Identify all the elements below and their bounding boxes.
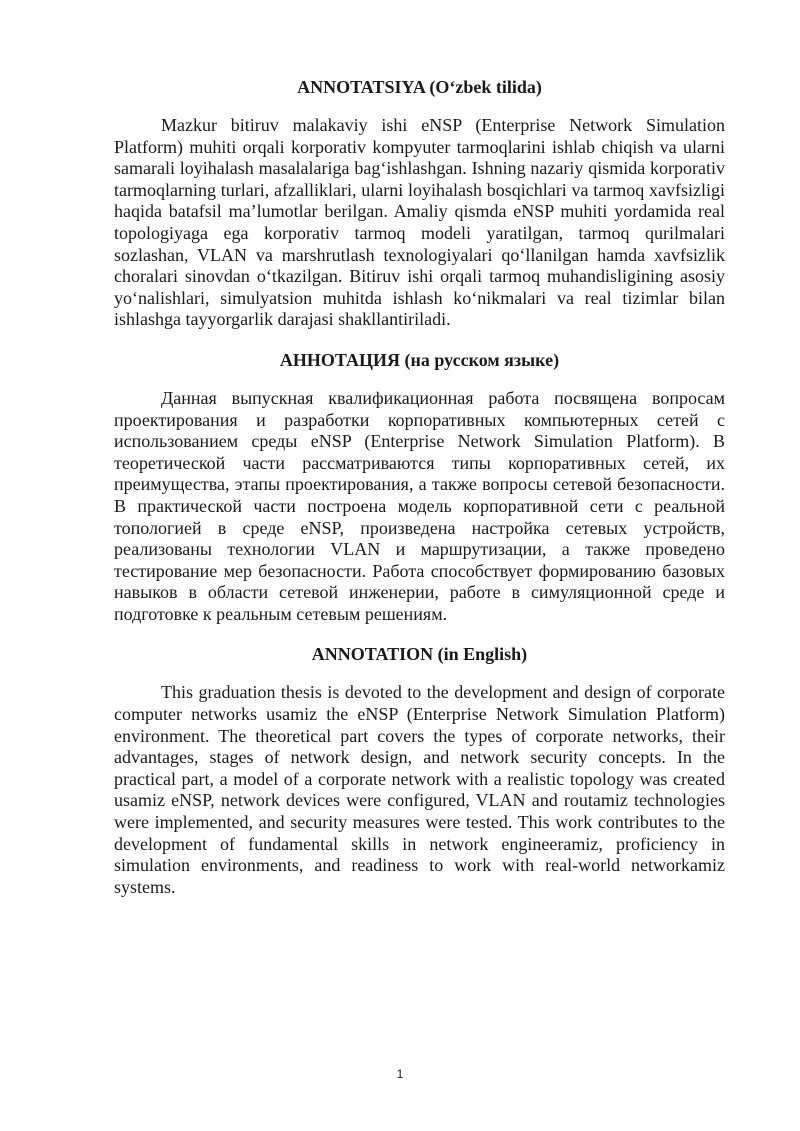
uzbek-annotation-title: ANNOTATSIYA (O‘zbek tilida): [297, 77, 542, 97]
english-annotation-body: This graduation thesis is devoted to the development and design of corporate computer networks usamiz the eNSP (Enterprise Network Simulation Platform) environment. The theoretical part covers the types of corporate networks, their advantages, stages of network design, and network security concepts. In the practical part, a model of a corporate network with a realistic topology was created usamiz eNSP, network devices were configured, VLAN and routamiz technologies were implemented, and security measures were tested. This work contributes to the development of fundamental skills in network engineeramiz, proficiency in simulation environments, and readiness to work with real-world networkamiz systems.: [114, 682, 725, 897]
russian-annotation-title: АННОТАЦИЯ (на русском языке): [279, 349, 560, 370]
page-number: 1: [396, 1067, 404, 1081]
english-annotation-title: ANNOTATION (in English): [311, 644, 528, 665]
document-page: [114, 76, 725, 916]
russian-annotation-body: Данная выпускная квалификационная работа посвящена вопросам проектирования и разработки корпоративных компьютерных сетей с использованием среды eNSP (Enterprise Network Simulation Platform). В теоретической части рассматриваются типы корпоративных сетей, их преимущества, этапы проектирования, а также вопросы сетевой безопасности. В практической части построена модель корпоративной сети с реальной топологией в среде eNSP, произведена настройка сетевых устройств, реализованы технологии VLAN и маршрутизации, а также проведено тестирование мер безопасности. Работа способствует формированию базовых навыков в области сетевой инженерии, работе в симуляционной среде и подготовке к реальным сетевым решениям.: [114, 387, 725, 624]
uzbek-annotation-body: Mazkur bitiruv malakaviy ishi eNSP (Enterprise Network Simulation Platform) muhiti orqali korporativ kompyuter tarmoqlarini ishlab chiqish va ularni samarali loyihalash masalalariga bag‘ishlashgan. Ishning nazariy qismida korporativ tarmoqlarning turlari, afzalliklari, ularni loyihalash bosqichlari va tarmoq xavfsizligi haqida batafsil ma’lumotlar berilgan. Amaliy qismda eNSP muhiti yordamida real topologiyaga ega korporativ tarmoq modeli yaratilgan, tarmoq qurilmalari sozlashan, VLAN va marshrutlash texnologiyalari qo‘llanilgan hamda xavfsizlik choralari sinovdan o‘tkazilgan. Bitiruv ishi orqali tarmoq muhandisligining asosiy yo‘nalishlari, simulyatsion muhitda ishlash ko‘nikmalari va real tizimlar bilan ishlashga tayyorgarlik darajasi shakllantiriladi.: [114, 115, 725, 330]
